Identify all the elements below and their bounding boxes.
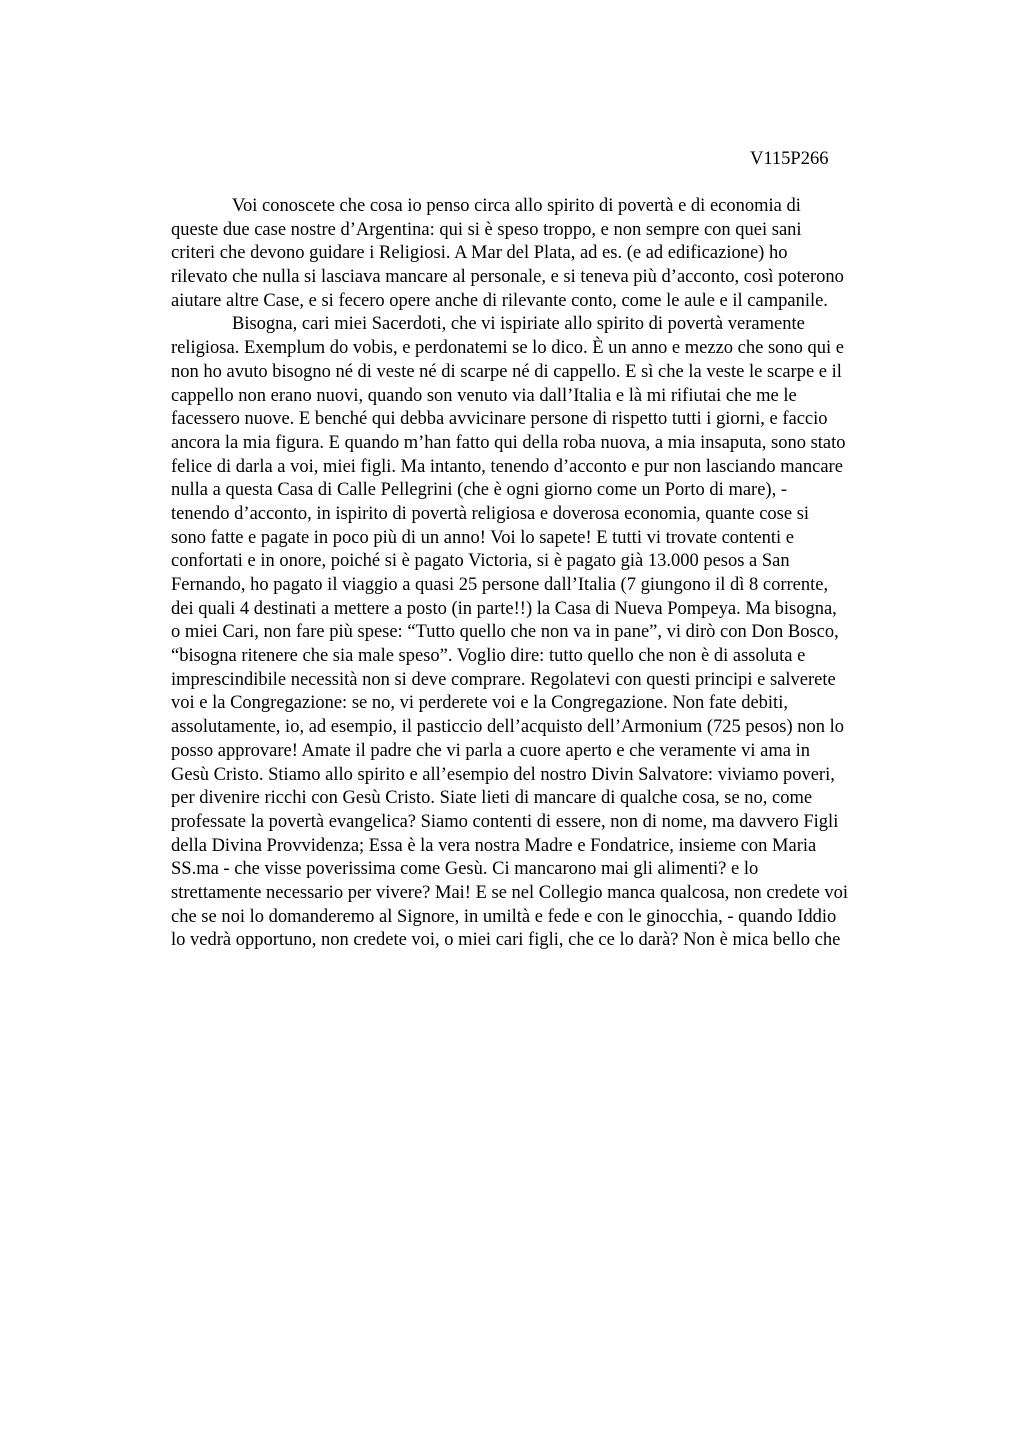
text-line: Gesù Cristo. Stiamo allo spirito e all’esempio del nostro Divin Salvatore: viviamo poveri, (171, 764, 835, 785)
text-line: dei quali 4 destinati a mettere a posto (in parte!!) la Casa di Nueva Pompeya. Ma bisogna, (171, 598, 837, 619)
text-line: “bisogna ritenere che sia male speso”. Voglio dire: tutto quello che non è di assoluta e (171, 646, 806, 667)
text-line: imprescindibile necessità non si deve comprare. Regolatevi con questi principi e salverete (171, 669, 836, 690)
text-line: confortati e in onore, poiché si è pagato Victoria, si è pagato già 13.000 pesos a San (171, 551, 790, 572)
text-line: rilevato che nulla si lasciava mancare al personale, e si teneva più d’acconto, così poterono (171, 267, 844, 288)
text-line: SS.ma - che visse poverissima come Gesù. Ci mancarono mai gli alimenti? e lo (171, 859, 759, 880)
text-line: nulla a questa Casa di Calle Pellegrini (che è ogni giorno come un Porto di mare), - (171, 480, 787, 501)
text-line: facessero nuove. E benché qui debba avvicinare persone di rispetto tutti i giorni, e faccio (171, 409, 828, 430)
text-line: aiutare altre Case, e si fecero opere anche di rilevante conto, come le aule e il campanile. (171, 290, 828, 311)
text-line: assolutamente, io, ad esempio, il pasticcio dell’acquisto dell’Armonium (725 pesos) non lo (171, 717, 845, 738)
text-line: tenendo d’acconto, in ispirito di povertà religiosa e doverosa economia, quante cose si (171, 503, 810, 524)
text-line: non ho avuto bisogno né di veste né di scarpe né di cappello. E sì che la veste le scarpe e il (171, 361, 842, 382)
text-line: cappello non erano nuovi, quando son venuto via dall’Italia e là mi rifiutai che me le (171, 385, 797, 406)
text-line: felice di darla a voi, miei figli. Ma intanto, tenendo d’acconto e pur non lasciando mancare (171, 456, 843, 477)
text-line: Voi conoscete che cosa io penso circa allo spirito di povertà e di economia di (232, 196, 801, 216)
page-code: V115P266 (750, 149, 829, 169)
text-line: ancora la mia figura. E quando m’han fatto qui della roba nuova, a mia insaputa, sono stato (171, 432, 846, 453)
letter-body (171, 195, 931, 953)
text-line: della Divina Provvidenza; Essa è la vera nostra Madre e Fondatrice, insieme con Maria (171, 835, 817, 856)
text-line: che se noi lo domanderemo al Signore, in umiltà e fede e con le ginocchia, - quando Iddio (171, 906, 837, 927)
text-line: lo vedrà opportuno, non credete voi, o miei cari figli, che ce lo darà? Non è mica bello che (171, 930, 841, 951)
text-line: professate la povertà evangelica? Siamo contenti di essere, non di nome, ma davvero Figli (171, 811, 839, 832)
text-line: posso approvare! Amate il padre che vi parla a cuore aperto e che veramente vi ama in (171, 740, 810, 761)
text-line: sono fatte e pagate in poco più di un anno! Voi lo sapete! E tutti vi trovate contenti e (171, 527, 795, 548)
text-line: religiosa. Exemplum do vobis, e perdonatemi se lo dico. È un anno e mezzo che sono qui e (171, 338, 845, 359)
text-line: per divenire ricchi con Gesù Cristo. Siate lieti di mancare di qualche cosa, se no, come (171, 788, 813, 809)
text-line: criteri che devono guidare i Religiosi. A Mar del Plata, ad es. (e ad edificazione) ho (171, 243, 788, 264)
text-line: strettamente necessario per vivere? Mai! E se nel Collegio manca qualcosa, non credete voi (171, 882, 849, 903)
text-line: o miei Cari, non fare più spese: “Tutto quello che non va in pane”, vi dirò con Don Bosco, (171, 622, 839, 643)
text-line: queste due case nostre d’Argentina: qui si è speso troppo, e non sempre con quei sani (171, 219, 802, 240)
text-line: Bisogna, cari miei Sacerdoti, che vi ispiriate allo spirito di povertà veramente (232, 314, 805, 335)
text-line: Fernando, ho pagato il viaggio a quasi 25 persone dall’Italia (7 giungono il dì 8 corrente, (171, 575, 829, 595)
text-line: voi e la Congregazione: se no, vi perderete voi e la Congregazione. Non fate debiti, (171, 693, 788, 714)
